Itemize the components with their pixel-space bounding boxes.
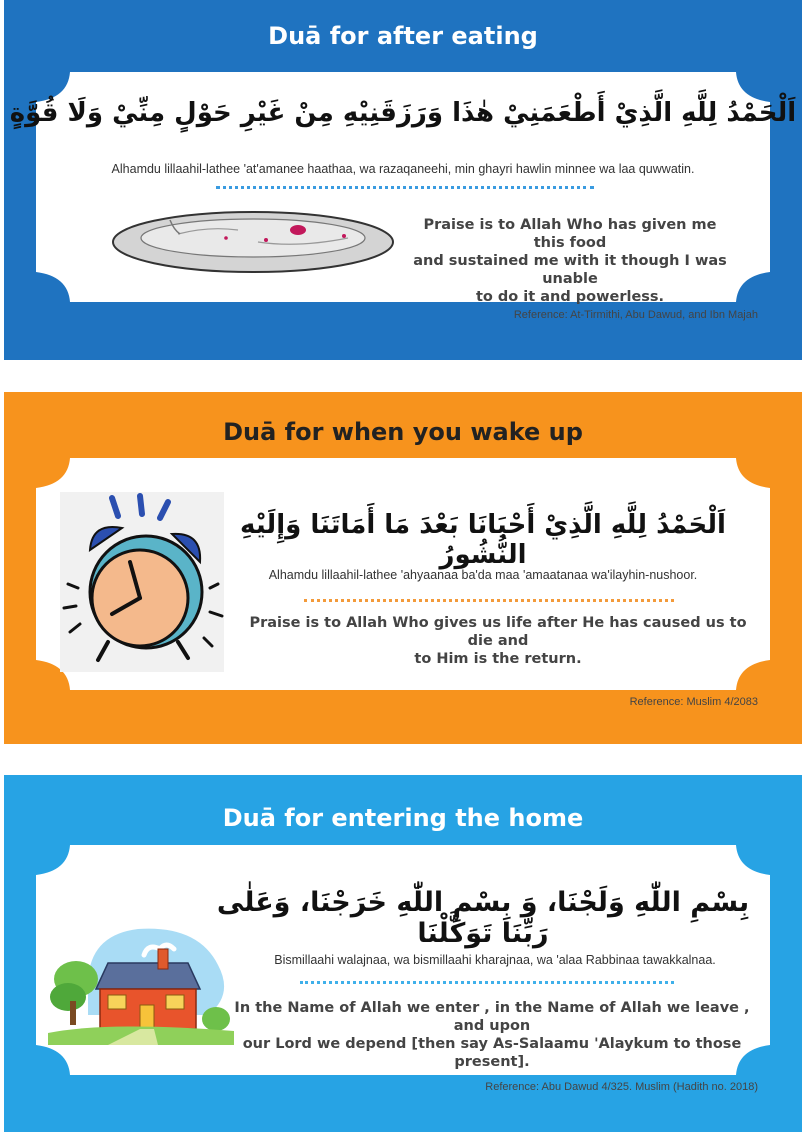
dotted-divider [304, 599, 674, 602]
transliteration: Alhamdu lillaahil-lathee 'ahyaanaa ba'da maa 'amaatanaa wa'ilayhin-nushoor. [268, 568, 698, 582]
translation-line: In the Name of Allah we enter , in the Name of Allah we leave , and upon [234, 1000, 750, 1034]
dotted-divider [300, 981, 674, 984]
card-panel [4, 0, 802, 360]
arabic-text: اَلْحَمْدُ لِلَّهِ الَّذِيْ أَحْيَانَا بَعْدَ مَا أَمَاتَنَا وَإِلَيْهِ النُّشُورُ [240, 510, 726, 570]
dua-card-wake-up [4, 392, 802, 744]
english-translation [242, 614, 754, 668]
reference: Reference: Abu Dawud 4/325. Muslim (Hadith no. 2018) [485, 1081, 758, 1093]
card-title: Duā for after eating [268, 22, 538, 50]
dinner-plate-icon [108, 208, 398, 280]
arabic-text: بِسْمِ اللّٰهِ وَلَجْنَا، وَ بِسْمِ اللّٰهِ خَرَجْنَا، وَعَلٰى رَبِّنَا تَوَكَّلْنَا [216, 887, 750, 949]
translation-line: to do it and powerless. [475, 289, 665, 305]
english-translation [410, 216, 730, 306]
card-title: Duā for when you wake up [223, 418, 583, 446]
translation-line: and sustained me with it though I was unable [413, 253, 727, 287]
dua-card-after-eating [4, 0, 802, 360]
translation-line: Praise is to Allah Who has given me this food [423, 217, 717, 251]
transliteration: Alhamdu lillaahil-lathee 'at'amanee haathaa, wa razaqaneehi, min ghayri hawlin minnee wa laa quwwatin. [111, 162, 695, 176]
reference: Reference: At-Tirmithi, Abu Dawud, and Ibn Majah [513, 309, 758, 321]
arabic-text: اَلْحَمْدُ لِلَّهِ الَّذِيْ أَطْعَمَنِيْ هٰذَا وَرَزَقَنِيْهِ مِنْ غَيْرِ حَوْلٍ مِنِّيْ وَلَا قُوَّةٍ [9, 98, 797, 128]
card-title: Duā for entering the home [222, 804, 584, 832]
english-translation [232, 999, 752, 1071]
dotted-divider [216, 186, 594, 189]
reference: Reference: Muslim 4/2083 [629, 696, 758, 708]
translation-line: to Him is the return. [414, 651, 582, 667]
alarm-clock-icon [60, 492, 224, 672]
dua-card-entering-home [4, 775, 802, 1132]
transliteration: Bismillaahi walajnaa, wa bismillaahi kharajnaa, wa 'alaa Rabbinaa tawakkalnaa. [274, 953, 716, 967]
translation-line: our Lord we depend [then say As-Salaamu 'Alaykum to those present]. [242, 1036, 742, 1070]
translation-line: Praise is to Allah Who gives us life after He has caused us to die and [249, 615, 747, 649]
